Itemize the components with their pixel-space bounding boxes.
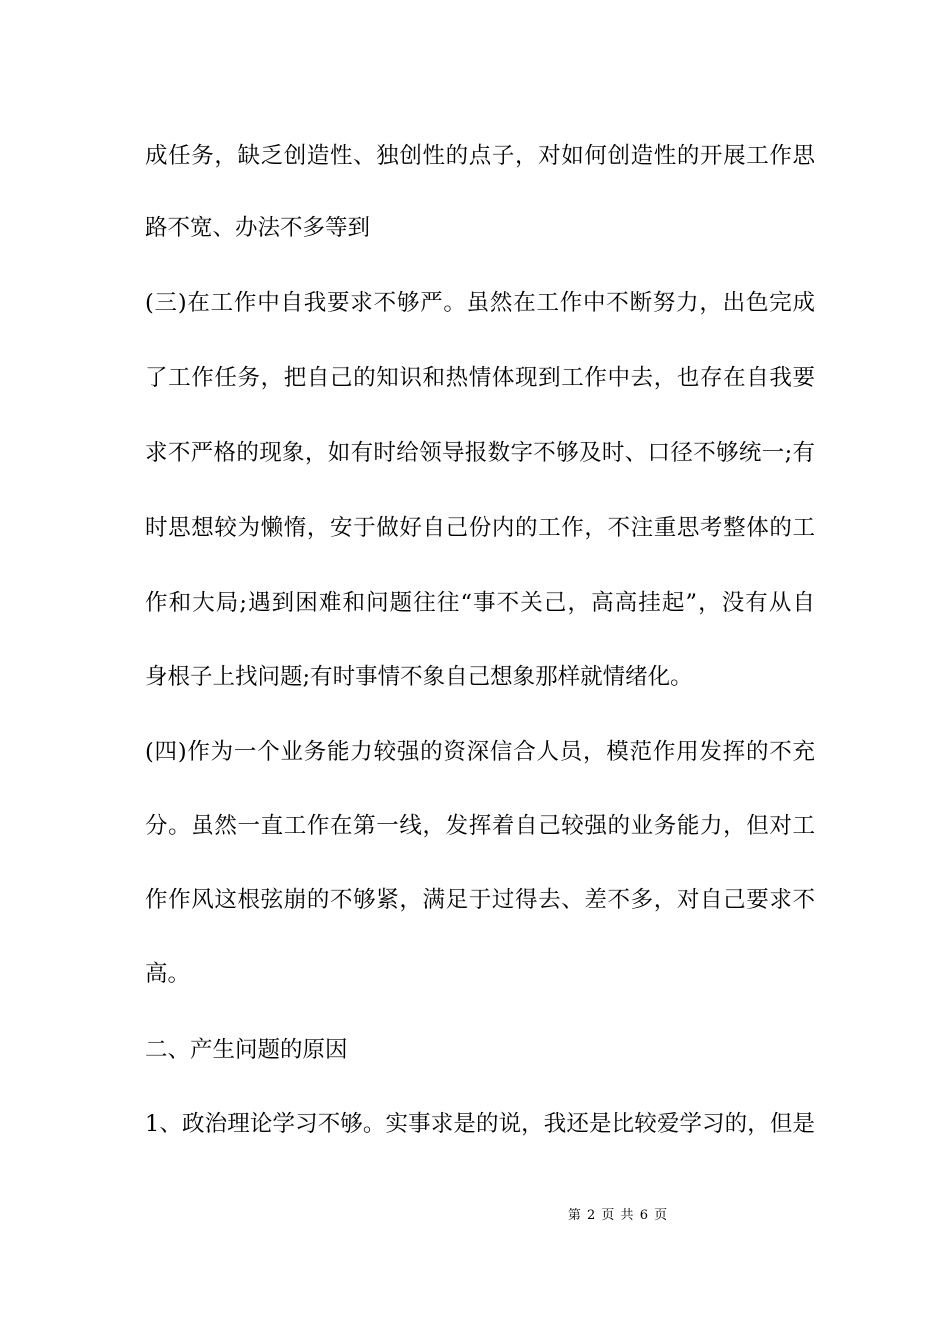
text-line-1: 成任务，缺乏创造性、独创性的点子，对如何创造性的开展工作思 [145, 143, 815, 169]
text-line-11: 作作风这根弦崩的不够紧，满足于过得去、差不多，对自己要求不 [145, 887, 815, 913]
text-line-8: 身根子上找问题;有时事情不象自己想象那样就情绪化。 [145, 664, 693, 690]
page-number-footer [0, 1206, 950, 1226]
text-line-5: 求不严格的现象，如有时给领导报数字不够及时、口径不够统一;有 [145, 440, 815, 466]
text-line-6: 时思想较为懒惰，安于做好自己份内的工作，不注重思考整体的工 [145, 515, 815, 541]
text-line-10: 分。虽然一直工作在第一线，发挥着自己较强的业务能力，但对工 [145, 813, 815, 839]
text-line-14: 1、政治理论学习不够。实事求是的说，我还是比较爱学习的，但是 [145, 1111, 815, 1137]
text-line-7: 作和大局;遇到困难和问题往往“事不关己，高高挂起”，没有从自 [145, 590, 815, 616]
text-line-9: (四)作为一个业务能力较强的资深信合人员，模范作用发挥的不充 [145, 739, 815, 765]
text-line-2: 路不宽、办法不多等到 [145, 215, 371, 241]
page-number-text: 第 2 页 共 6 页 [567, 1208, 668, 1223]
text-line-4: 了工作任务，把自己的知识和热情体现到工作中去，也存在自我要 [145, 365, 815, 391]
section-heading: 二、产生问题的原因 [145, 1037, 348, 1063]
text-line-3: (三)在工作中自我要求不够严。虽然在工作中不断努力，出色完成 [145, 290, 815, 316]
text-line-12: 高。 [145, 961, 191, 987]
